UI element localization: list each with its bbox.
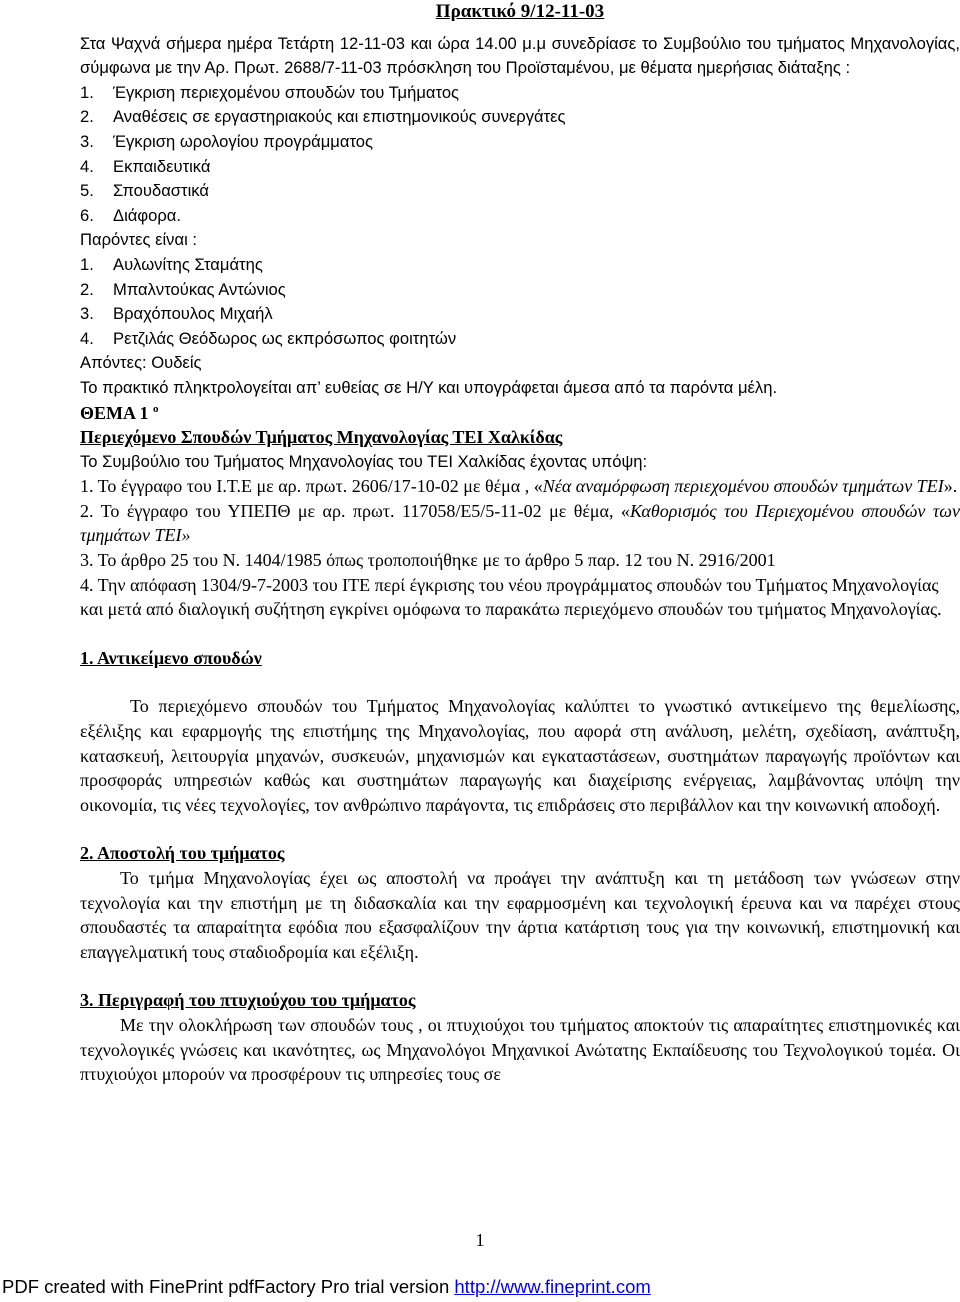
- spacer: [80, 622, 960, 646]
- section-1-body: Το περιεχόμενο σπουδών του Τμήματος Μηχανολογίας καλύπτει το γνωστικό αντικείμενο της θεμελίωσης, εξέλιξης και εφαρμογής της επιστήμης της Μηχανολογίας, που αφορά στη ανάλυση, μελέτη, σχεδίαση, ανάπτυξη, κατασκευή, λειτουργία μηχανών, συσκευών, μηχανισμών και εγκαταστάσεων, συστημάτων παραγωγής προϊόντων και προσφοράς υπηρεσιών καθώς και συστημάτων παραγωγής και διαχείρισης ενέργειας, λαμβάνοντας υπόψη την οικονομία, τις νέες τεχνολογίες, τον ανθρώπινο παράγοντα, τις επιδράσεις στο περιβάλλον και την κοινωνική αποδοχή.: [80, 696, 960, 815]
- agenda-list: [80, 81, 960, 229]
- approval-paragraph: και μετά από διαλογική συζήτηση εγκρίνει ομόφωνα το παρακάτω περιεχόμενο σπουδών του τμήματος Μηχανολογίας.: [80, 599, 942, 620]
- reference-doc-1: 1. Το έγγραφο του Ι.Τ.Ε με αρ. πρωτ. 2606/17-10-02 με θέμα , «Νέα αναμόρφωση περιεχομένου σπουδών τμημάτων ΤΕΙ».: [80, 476, 958, 497]
- present-member: 1. Αυλωνίτης Σταμάτης: [80, 254, 263, 274]
- present-member: 2. Μπαλντούκας Αντώνιος: [80, 279, 286, 299]
- pdf-footer: [2, 1276, 651, 1298]
- section-1-heading: 1. Αντικείμενο σπουδών: [80, 647, 262, 668]
- spacer: [80, 817, 960, 841]
- reference-doc-2: 2. Το έγγραφο του ΥΠΕΠΘ με αρ. πρωτ. 117058/Ε5/5-11-02 με θέμα, «Καθορισμός του Περιεχομένου σπουδών των τμημάτων ΤΕΙ»: [80, 500, 960, 546]
- section-3-body: Με την ολοκλήρωση των σπουδών τους , οι πτυχιούχοι του τμήματος αποκτούν τις απαραίτητες επιστημονικές και τεχνολογικές γνώσεις και ικανότητες, ως Μηχανολόγοι Μηχανικοί Ανώτατης Εκπαίδευσης του Τεχνολογικού τομέα. Οι πτυχιούχοι μπορούν να προσφέρουν τις υπηρεσίες τους σε: [80, 1014, 960, 1085]
- agenda-item: 1. Έγκριση περιεχομένου σπουδών του Τμήματος: [80, 82, 460, 102]
- reference-doc-3: 3. Το άρθρο 25 του Ν. 1404/1985 όπως τροποποιήθηκε με το άρθρο 5 παρ. 12 του Ν. 2916/2001: [80, 550, 776, 571]
- document-page: [80, 0, 960, 1087]
- spacer: [80, 670, 960, 694]
- theme-superscript: ο: [153, 402, 159, 415]
- agenda-item: 6. Διάφορα.: [80, 205, 181, 225]
- theme-title: Περιεχόμενο Σπουδών Τμήματος Μηχανολογίας ΤΕΙ Χαλκίδας: [80, 427, 563, 448]
- typed-note: Το πρακτικό πληκτρολογείται απ’ ευθείας σε Η/Υ και υπογράφεται άμεσα από τα παρόντα μέλη.: [80, 377, 778, 397]
- agenda-item: 5. Σπουδαστικά: [80, 181, 209, 201]
- council-intro: Το Συμβούλιο του Τμήματος Μηχανολογίας του ΤΕΙ Χαλκίδας έχοντας υπόψη:: [80, 451, 648, 471]
- present-list: [80, 253, 960, 351]
- page-number: 1: [475, 1230, 485, 1250]
- section-2-heading: 2. Αποστολή του τμήματος: [80, 843, 285, 864]
- intro-paragraph: Στα Ψαχνά σήμερα ημέρα Τετάρτη 12-11-03 και ώρα 14.00 μ.μ συνεδρίασε το Συμβούλιο του τμήματος Μηχανολογίας, σύμφωνα με την Αρ. Πρωτ. 2688/7-11-03 πρόσκληση του Προϊσταμένου, με θέματα ημερήσιας διάταξης :: [80, 33, 960, 78]
- footer-link[interactable]: http://www.fineprint.com: [454, 1276, 651, 1297]
- spacer: [80, 964, 960, 988]
- agenda-item: 2. Αναθέσεις σε εργαστηριακούς και επιστημονικούς συνεργάτες: [80, 107, 566, 127]
- agenda-item: 4. Εκπαιδευτικά: [80, 156, 211, 176]
- reference-doc-4: 4. Την απόφαση 1304/9-7-2003 του ΙΤΕ περί έγκρισης του νέου προγράμματος σπουδών του Τμήματος Μηχανολογίας: [80, 574, 939, 595]
- footer-text: PDF created with FinePrint pdfFactory Pro trial version: [2, 1276, 455, 1297]
- theme-label: ΘΕΜΑ 1 $^o$: [80, 402, 159, 423]
- present-member: 4. Ρετζιλάς Θεόδωρος ως εκπρόσωπος φοιτητών: [80, 328, 457, 348]
- agenda-item: 3. Έγκριση ωρολογίου προγράμματος: [80, 131, 373, 151]
- section-2-body: Το τμήμα Μηχανολογίας έχει ως αποστολή να προάγει την ανάπτυξη και τη μετάδοση των γνώσεων στην τεχνολογία και την επιστήμη με τη διδασκαλία και την εφαρμοσμένη και τεχνολογική έρευνα και να παρέχει στους σπουδαστές τα απαραίτητα εφόδια που εξασφαλίζουν την άρτια κατάρτιση τους για την κοινωνική, επιστημονική και επαγγελματική τους σταδιοδρομία και εξέλιξη.: [80, 868, 960, 962]
- page-title: Πρακτικό 9/12-11-03: [435, 1, 605, 22]
- absent-line: Απόντες: Ουδείς: [80, 353, 202, 373]
- present-label: Παρόντες είναι :: [80, 230, 197, 250]
- present-member: 3. Βραχόπουλος Μιχαήλ: [80, 304, 273, 324]
- section-3-heading: 3. Περιγραφή του πτυχιούχου του τμήματος: [80, 990, 416, 1011]
